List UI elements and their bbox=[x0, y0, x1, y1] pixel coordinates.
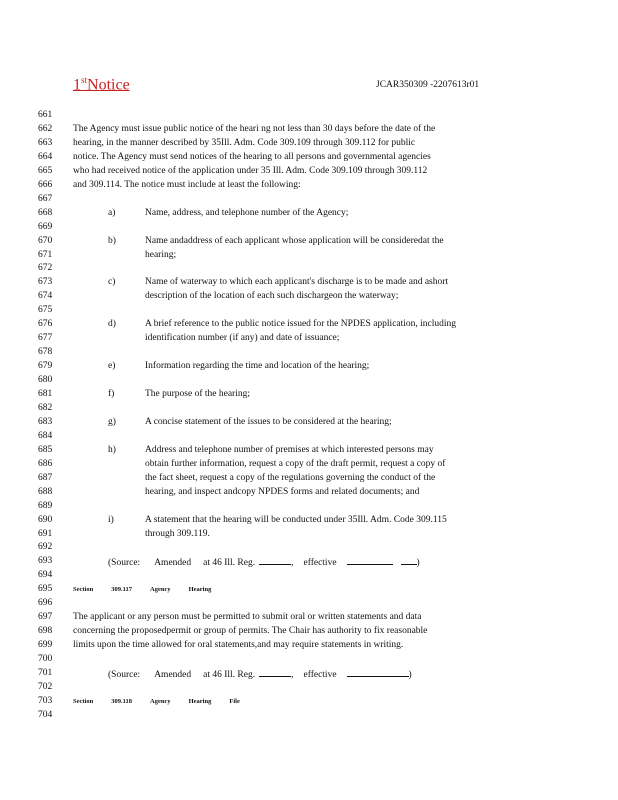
register-blank bbox=[259, 668, 291, 677]
list-item-label: i) bbox=[108, 514, 114, 525]
comma: , bbox=[291, 558, 294, 569]
notice-header bbox=[73, 75, 140, 94]
comma: , bbox=[291, 670, 294, 680]
line-number: 691 bbox=[38, 528, 53, 539]
list-item-text: Name andaddress of each applicant whose application will be consideredat the bbox=[145, 235, 444, 246]
list-item-text: description of the location of each such dischargeon the waterway; bbox=[145, 291, 399, 302]
source-prefix: (Source: bbox=[108, 670, 141, 680]
line-number: 675 bbox=[38, 305, 53, 316]
line-number: 686 bbox=[38, 458, 53, 469]
register-blank bbox=[259, 556, 291, 565]
source-amended: Amended bbox=[154, 670, 192, 680]
notice-superscript: st bbox=[81, 75, 88, 85]
line-number: 687 bbox=[38, 472, 53, 483]
line-number: 677 bbox=[38, 333, 53, 344]
section-word: Section bbox=[73, 586, 94, 594]
source-amended: Amended bbox=[154, 558, 192, 569]
section-word: Section bbox=[73, 697, 94, 705]
jcar-code: JCAR350309 -2207613r01 bbox=[376, 80, 480, 90]
line-number: 681 bbox=[38, 389, 53, 399]
list-item-label: f) bbox=[108, 389, 115, 399]
list-item-text: obtain further information, request a copy of the draft permit, request a copy of bbox=[145, 458, 446, 469]
source-note bbox=[108, 668, 412, 681]
line-number: 699 bbox=[38, 640, 53, 651]
list-item-label: b) bbox=[108, 235, 116, 246]
list-item-text: through 309.119. bbox=[145, 528, 210, 539]
list-item-label: c) bbox=[108, 277, 116, 288]
line-number: 693 bbox=[38, 556, 53, 567]
section-title2: Hearing bbox=[188, 697, 212, 705]
list-item-label: a) bbox=[108, 207, 116, 218]
section-title1: Agency bbox=[150, 586, 171, 594]
line-number: 670 bbox=[38, 235, 53, 246]
paragraph-line: and 309.114. The notice must include at least the following: bbox=[73, 179, 301, 190]
line-number: 668 bbox=[38, 207, 53, 218]
line-number: 672 bbox=[38, 263, 53, 274]
list-item-text: A statement that the hearing will be conducted under 35Ill. Adm. Code 309.115 bbox=[145, 514, 447, 525]
line-number: 661 bbox=[38, 110, 53, 120]
notice-number: 1 bbox=[73, 76, 81, 94]
list-item-text: identification number (if any) and date of issuance; bbox=[145, 333, 340, 344]
line-number: 664 bbox=[38, 151, 53, 162]
line-number: 704 bbox=[38, 709, 53, 720]
line-number: 697 bbox=[38, 612, 53, 623]
line-number: 688 bbox=[38, 486, 53, 497]
line-number: 680 bbox=[38, 375, 53, 386]
paragraph-line: The applicant or any person must be permitted to submit oral or written statements and data bbox=[73, 612, 422, 623]
source-register: at 46 Ill. Reg. bbox=[203, 558, 256, 569]
line-number: 694 bbox=[38, 570, 53, 581]
list-item-text: hearing, and inspect andcopy NPDES forms and related documents; and bbox=[145, 486, 420, 497]
list-item-text: hearing; bbox=[145, 249, 177, 260]
line-number: 700 bbox=[38, 654, 53, 665]
section-heading bbox=[73, 584, 229, 595]
line-number: 701 bbox=[38, 668, 53, 678]
line-number: 671 bbox=[38, 249, 53, 260]
section-num: 309.118 bbox=[111, 697, 133, 705]
list-item-text: The purpose of the hearing; bbox=[145, 389, 250, 399]
line-number: 674 bbox=[38, 291, 53, 302]
list-item-text: Address and telephone number of premises at which interested persons may bbox=[145, 444, 434, 455]
notice-word: Notice bbox=[87, 76, 130, 94]
line-number: 690 bbox=[38, 514, 53, 525]
line-number: 692 bbox=[38, 542, 53, 553]
list-item-label: h) bbox=[108, 444, 116, 455]
line-number: 678 bbox=[38, 347, 53, 358]
effective-blank bbox=[347, 668, 409, 677]
line-number: 696 bbox=[38, 598, 53, 609]
line-number: 662 bbox=[38, 123, 53, 134]
line-number: 685 bbox=[38, 444, 53, 455]
paragraph-line: hearing, in the manner described by 35Ill. Adm. Code 309.109 through 309.112 for public bbox=[73, 137, 416, 148]
list-item-text: A brief reference to the public notice issued for the NPDES application, including bbox=[145, 319, 457, 330]
line-number: 702 bbox=[38, 681, 53, 692]
source-prefix: (Source: bbox=[108, 558, 141, 569]
line-number: 673 bbox=[38, 277, 53, 288]
source-close: ) bbox=[416, 558, 420, 569]
section-title3: File bbox=[229, 697, 240, 705]
line-number: 684 bbox=[38, 430, 53, 441]
list-item-text: the fact sheet, request a copy of the regulations governing the conduct of the bbox=[145, 472, 436, 483]
list-item-label: e) bbox=[108, 361, 116, 372]
line-number: 695 bbox=[38, 584, 53, 595]
list-item-text: Name of waterway to which each applicant's discharge is to be made and ashort bbox=[145, 277, 449, 288]
source-close: ) bbox=[408, 670, 412, 680]
list-item-text: A concise statement of the issues to be considered at the hearing; bbox=[145, 416, 392, 427]
section-title2: Hearing bbox=[188, 586, 212, 594]
line-number: 676 bbox=[38, 319, 53, 330]
paragraph-line: The Agency must issue public notice of the heari ng not less than 30 days before the date of the bbox=[73, 123, 436, 134]
source-effective: effective bbox=[303, 558, 337, 569]
line-number: 667 bbox=[38, 193, 53, 204]
source-register: at 46 Ill. Reg. bbox=[203, 670, 256, 680]
line-number: 669 bbox=[38, 221, 53, 232]
section-num: 309.117 bbox=[111, 586, 133, 594]
source-note bbox=[108, 556, 420, 569]
list-item-label: g) bbox=[108, 416, 116, 427]
line-number: 666 bbox=[38, 179, 53, 190]
source-effective: effective bbox=[303, 670, 337, 680]
paragraph-line: notice. The Agency must send notices of the hearing to all persons and governmental agencies bbox=[73, 151, 431, 162]
line-number: 682 bbox=[38, 402, 53, 413]
line-number: 663 bbox=[38, 137, 53, 148]
effective-blank bbox=[401, 556, 417, 565]
section-heading bbox=[73, 696, 258, 707]
paragraph-line: concerning the proposedpermit or group of permits. The Chair has authority to fix reasonable bbox=[73, 626, 428, 637]
effective-blank bbox=[347, 556, 393, 565]
list-item-text: Information regarding the time and location of the hearing; bbox=[145, 361, 370, 372]
paragraph-line: limits upon the time allowed for oral statements,and may require statements in writing. bbox=[73, 640, 404, 651]
line-number: 698 bbox=[38, 626, 53, 637]
line-number: 703 bbox=[38, 695, 53, 706]
line-number: 689 bbox=[38, 500, 53, 511]
list-item-label: d) bbox=[108, 319, 116, 330]
section-title1: Agency bbox=[150, 697, 171, 705]
line-number: 665 bbox=[38, 165, 53, 176]
line-number: 679 bbox=[38, 361, 53, 372]
list-item-text: Name, address, and telephone number of the Agency; bbox=[145, 207, 349, 218]
line-number: 683 bbox=[38, 416, 53, 427]
paragraph-line: who had received notice of the application under 35 Ill. Adm. Code 309.109 through 309.112 bbox=[73, 165, 428, 176]
